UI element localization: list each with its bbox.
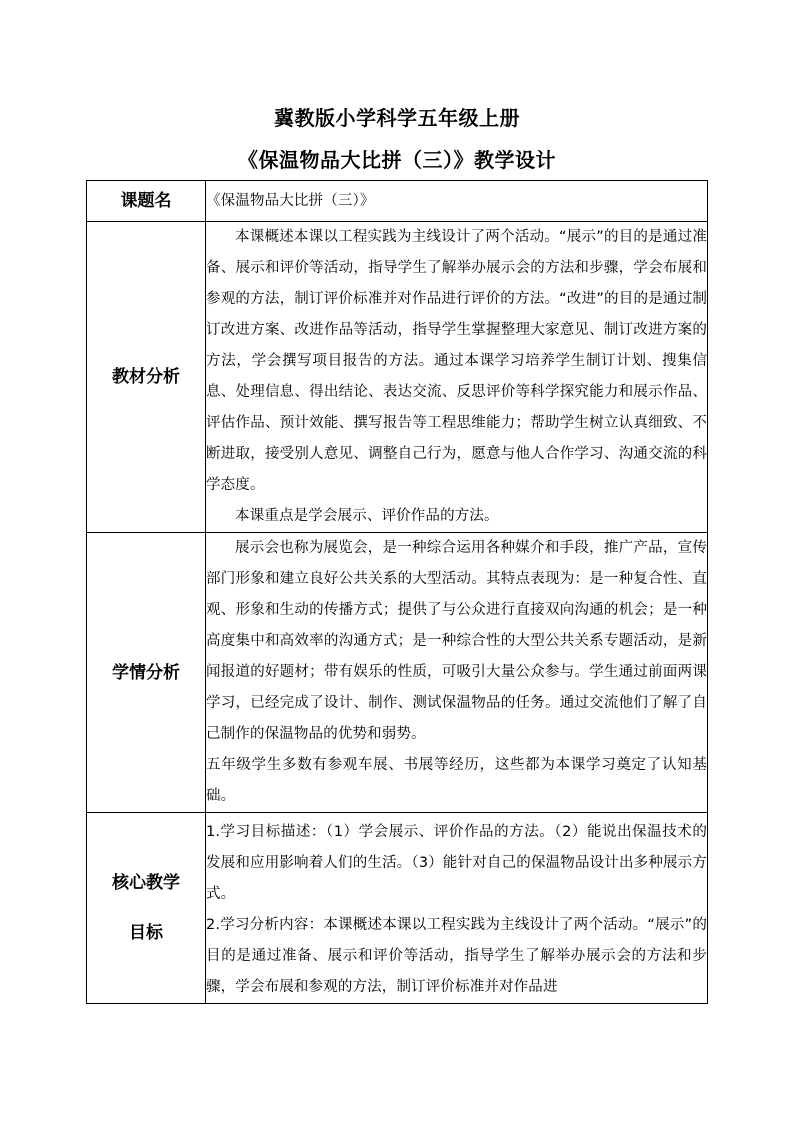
- student-analysis-paragraph-2: 五年级学生多数有参观车展、书展等经历，这些都为本课学习奠定了认知基础。: [206, 757, 707, 804]
- core-goals-label-line-1: 核心教学: [112, 873, 180, 893]
- material-analysis-paragraph-1: 本课概述本课以工程实践为主线设计了两个活动。“展示”的目的是通过准备、展示和评价等活动，指导学生了解举办展示会的方法和步骤，学会布展和参观的方法，制订评价标准并对作品进行评价的方法。“改进”的目的是通过制订改进方案、改进作品等活动，指导学生掌握整理大家意见、制订改进方案的方法，学会撰写项目报告的方法。通过本课学习培养学生制订计划、搜集信息、处理信息、得出结论、表达交流、反思评价等科学探究能力和展示作品、评估作品、预计效能、撰写报告等工程思维能力；帮助学生树立认真细致、不断进取，接受别人意见、调整自己行为，愿意与他人合作学习、沟通交流的科学态度。: [206, 229, 707, 493]
- lesson-design-table: [86, 180, 708, 1004]
- table-row-material-analysis: [87, 222, 708, 533]
- student-analysis-content: [206, 533, 708, 813]
- topic-label: 课题名: [87, 181, 206, 222]
- document-title-series: 冀教版小学科学五年级上册: [274, 106, 520, 130]
- material-analysis-paragraph-2: 本课重点是学会展示、评价作品的方法。: [235, 508, 499, 524]
- core-goals-content: [206, 813, 708, 1004]
- material-analysis-content: [206, 222, 708, 533]
- topic-value: 《保温物品大比拼（三）》: [206, 181, 708, 222]
- table-row-topic: [87, 181, 708, 222]
- table-row-core-goals: [87, 813, 708, 1004]
- table-row-student-analysis: [87, 533, 708, 813]
- student-analysis-label: 学情分析: [87, 533, 206, 813]
- core-goals-label: [87, 813, 206, 1004]
- core-goals-paragraph-2: 2.学习分析内容：本课概述本课以工程实践为主线设计了两个活动。“展示”的目的是通过准备、展示和评价等活动，指导学生了解举办展示会的方法和步骤，学会布展和参观的方法，制订评价标准并对作品进: [206, 917, 707, 995]
- document-title-lesson: 《保温物品大比拼（三）》教学设计: [238, 148, 556, 172]
- material-analysis-label: 教材分析: [87, 222, 206, 533]
- student-analysis-paragraph-1: 展示会也称为展览会，是一种综合运用各种媒介和手段，推广产品，宣传部门形象和建立良好公共关系的大型活动。其特点表现为：是一种复合性、直观、形象和生动的传播方式；提供了与公众进行直接双向沟通的机会；是一种高度集中和高效率的沟通方式；是一种综合性的大型公共关系专题活动，是新闻报道的好题材；带有娱乐的性质，可吸引大量公众参与。学生通过前面两课学习，已经完成了设计、制作、测试保温物品的任务。通过交流他们了解了自己制作的保温物品的优势和弱势。: [206, 540, 707, 742]
- core-goals-label-line-2: 目标: [129, 923, 163, 943]
- core-goals-paragraph-1: 1.学习目标描述：（1）学会展示、评价作品的方法。（2）能说出保温技术的发展和应用影响着人们的生活。（3）能针对自己的保温物品设计出多种展示方式。: [206, 824, 707, 902]
